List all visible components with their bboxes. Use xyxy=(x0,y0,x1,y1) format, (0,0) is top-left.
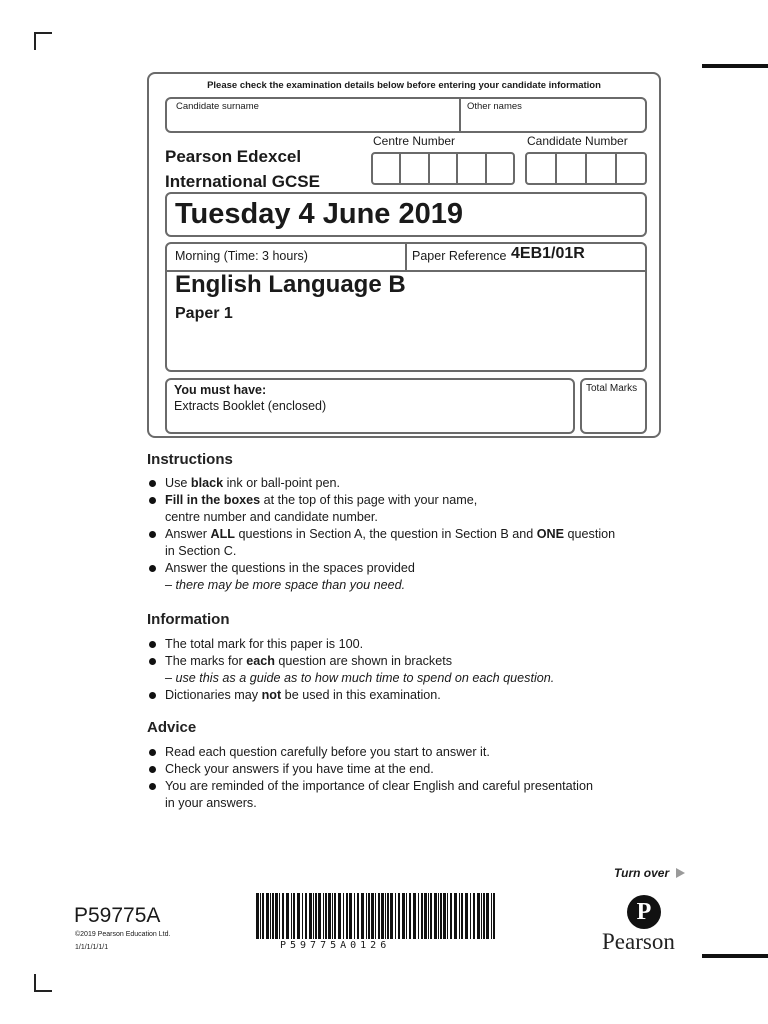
candidate-number-digit[interactable] xyxy=(617,154,645,183)
crop-mark-top-left xyxy=(34,32,52,34)
candidate-number-digit[interactable] xyxy=(527,154,557,183)
centre-number-digit[interactable] xyxy=(373,154,401,183)
exam-date-box xyxy=(165,192,647,237)
paper-number: Paper 1 xyxy=(175,305,233,322)
list-item: Use black ink or ball-point pen. xyxy=(149,475,669,492)
centre-number-label: Centre Number xyxy=(373,134,456,148)
instructions-list xyxy=(149,475,669,594)
subject-box xyxy=(165,242,647,372)
total-marks-label: Total Marks xyxy=(586,383,638,394)
qualification-name: International GCSE xyxy=(165,172,320,191)
bullet-icon xyxy=(149,497,156,504)
bullet-icon xyxy=(149,658,156,665)
list-item: Answer the questions in the spaces provided – there may be more space than you need. xyxy=(149,560,669,594)
name-divider xyxy=(459,99,461,131)
list-item: Fill in the boxes at the top of this page with your name, centre number and candidate number. xyxy=(149,492,669,526)
list-item: Read each question carefully before you start to answer it. xyxy=(149,744,669,761)
must-have-label: You must have: xyxy=(174,383,267,397)
instructions-heading: Instructions xyxy=(147,451,233,468)
session-divider xyxy=(405,244,407,270)
candidate-surname-label: Candidate surname xyxy=(176,101,259,112)
centre-number-digit[interactable] xyxy=(487,154,513,183)
crop-mark-top-left xyxy=(34,32,36,50)
other-names-label: Other names xyxy=(467,101,522,112)
pearson-logo-letter: P xyxy=(636,899,652,925)
centre-number-field[interactable] xyxy=(371,152,515,185)
bullet-icon xyxy=(149,749,156,756)
list-item: Dictionaries may not be used in this examination. xyxy=(149,687,669,704)
advice-heading: Advice xyxy=(147,719,197,736)
information-heading: Information xyxy=(147,611,230,628)
barcode-number: P59775A0126 xyxy=(280,940,391,951)
must-have-value: Extracts Booklet (enclosed) xyxy=(174,399,327,413)
bullet-icon xyxy=(149,480,156,487)
centre-number-digit[interactable] xyxy=(430,154,458,183)
list-item: The marks for each question are shown in brackets – use this as a guide as to how much time to spend on each question. xyxy=(149,653,669,687)
advice-list xyxy=(149,744,669,812)
bullet-icon xyxy=(149,565,156,572)
centre-number-digit[interactable] xyxy=(401,154,429,183)
exam-board-name: Pearson Edexcel xyxy=(165,147,302,166)
margin-bar-top-right xyxy=(702,64,768,68)
bullet-icon xyxy=(149,692,156,699)
candidate-number-digit[interactable] xyxy=(587,154,617,183)
list-item: The total mark for this paper is 100. xyxy=(149,636,669,653)
copyright: ©2019 Pearson Education Ltd. xyxy=(75,931,171,938)
exam-board xyxy=(165,144,320,194)
bullet-icon xyxy=(149,783,156,790)
bullet-icon xyxy=(149,766,156,773)
list-item: Check your answers if you have time at the end. xyxy=(149,761,669,778)
session-row xyxy=(167,244,645,272)
barcode xyxy=(256,893,496,939)
candidate-details-panel xyxy=(147,72,661,438)
print-numbers: 1/1/1/1/1/1 xyxy=(75,944,109,951)
publisher-wordmark: Pearson xyxy=(602,929,675,954)
candidate-number-field[interactable] xyxy=(525,152,647,185)
information-list xyxy=(149,636,669,704)
bullet-icon xyxy=(149,641,156,648)
paper-code: P59775A xyxy=(74,904,161,927)
exam-date: Tuesday 4 June 2019 xyxy=(175,198,464,230)
subject-title: English Language B xyxy=(175,271,406,298)
must-have-box xyxy=(165,378,575,434)
list-item: You are reminded of the importance of clear English and careful presentation in your answers. xyxy=(149,778,669,812)
turn-over-label: Turn over xyxy=(614,866,670,880)
crop-mark-bottom-left xyxy=(34,990,52,992)
candidate-name-box[interactable] xyxy=(165,97,647,133)
list-item: Answer ALL questions in Section A, the question in Section B and ONE question in Section C. xyxy=(149,526,669,560)
centre-number-digit[interactable] xyxy=(458,154,486,183)
session-time: Morning (Time: 3 hours) xyxy=(175,249,308,263)
candidate-number-label: Candidate Number xyxy=(527,134,628,148)
check-details-note: Please check the examination details below before entering your candidate information xyxy=(207,80,601,91)
margin-bar-bottom-right xyxy=(702,954,768,958)
paper-reference-label: Paper Reference xyxy=(412,249,507,263)
paper-reference: 4EB1/01R xyxy=(511,245,585,262)
bullet-icon xyxy=(149,531,156,538)
candidate-number-digit[interactable] xyxy=(557,154,587,183)
total-marks-box[interactable] xyxy=(580,378,647,434)
play-arrow-icon xyxy=(676,868,685,878)
